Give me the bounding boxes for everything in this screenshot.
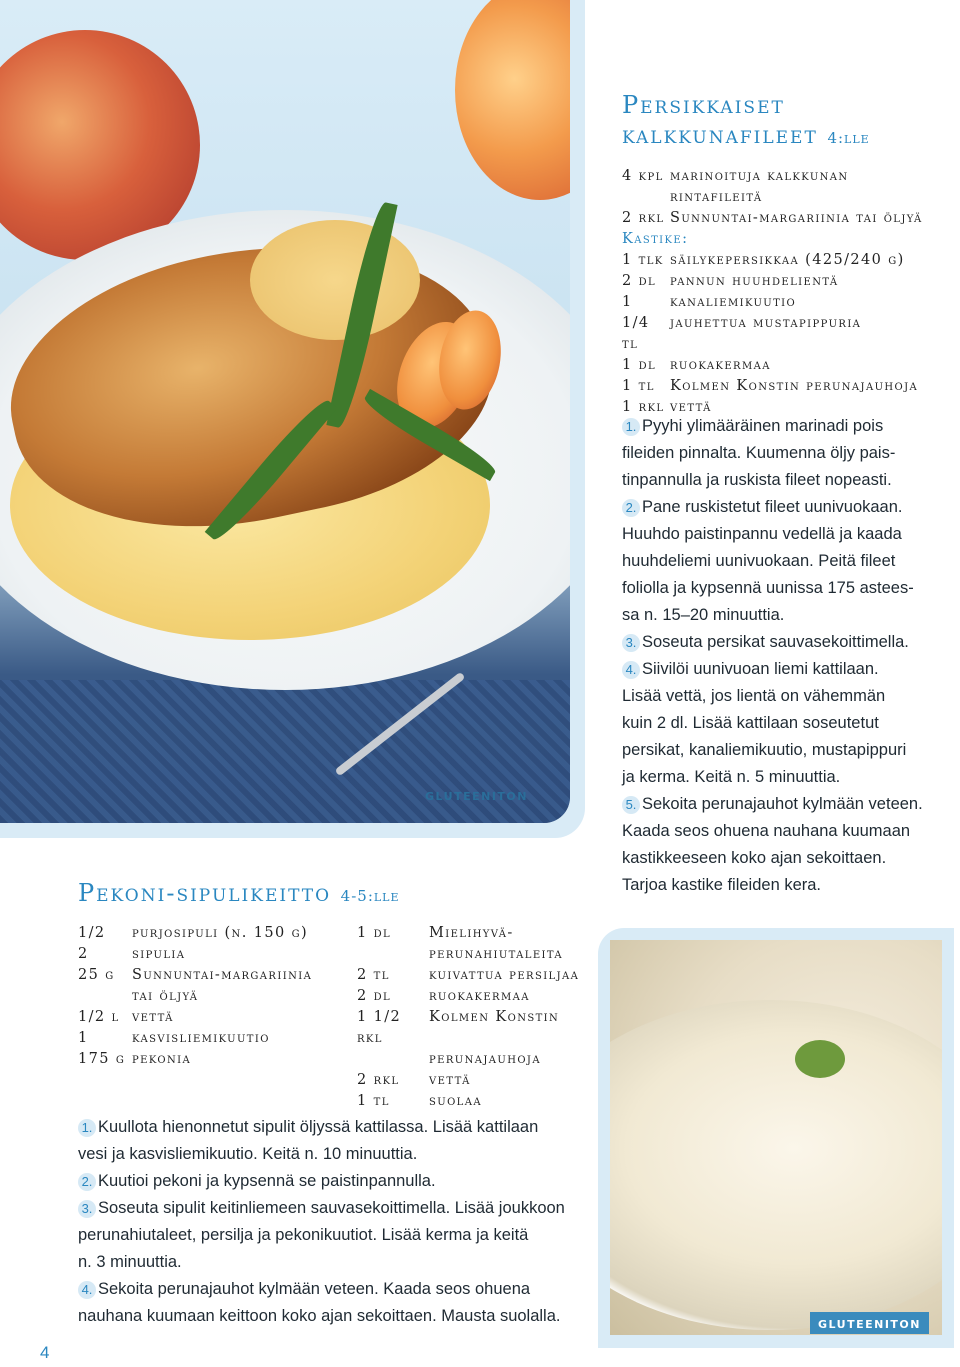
turkey-photo	[0, 0, 570, 823]
recipe-title	[622, 90, 952, 153]
ingredient-quantity: 175 g	[78, 1051, 126, 1067]
ingredient-quantity	[622, 187, 670, 208]
ingredient-quantity: 1/2	[78, 925, 106, 941]
ingredient-name: marinoituja kalkkunan	[670, 168, 849, 184]
instructions	[622, 413, 952, 899]
ingredient-quantity: 1	[622, 294, 633, 310]
step-text: kuin 2 dl. Lisää kattilaan soseutetut	[622, 714, 879, 732]
step-text: n. 3 minuuttia.	[78, 1253, 182, 1271]
step-number: 4.	[78, 1281, 96, 1299]
step-line	[78, 1303, 608, 1330]
ingredient-row	[78, 965, 348, 986]
step-text: kastikkeeseen koko ajan sekoittaen.	[622, 849, 887, 867]
step-text: nauhana kuumaan keittoon koko ajan sekoittaen. Mausta suolalla.	[78, 1307, 561, 1325]
step-number: 3.	[622, 634, 640, 652]
ingredient-row	[78, 986, 348, 1007]
ingredient-quantity: 25 g	[78, 967, 115, 983]
step-line	[622, 440, 952, 467]
ingredient-name: ruokakermaa	[429, 988, 530, 1004]
ingredient-row	[357, 944, 607, 965]
ingredient-quantity: 1 dl	[622, 357, 657, 373]
ingredient-name: pekonia	[132, 1051, 192, 1067]
step-text: Lisää vettä, jos lientä on vähemmän	[622, 687, 886, 705]
ingredient-name: pannun huuhdelientä	[670, 273, 839, 289]
ingredient-name: purjosipuli (n. 150 g)	[132, 925, 309, 941]
step-number: 2.	[78, 1173, 96, 1191]
step-line	[622, 845, 952, 872]
ingredient-name: kuivattua persiljaa	[429, 967, 580, 983]
step-text: Sekoita perunajauhot kylmään veteen.	[642, 795, 923, 813]
gluten-free-badge-2: gluteeniton	[810, 1312, 929, 1334]
servings: 4:lle	[827, 129, 870, 147]
step-text: Kuutioi pekoni ja kypsennä se paistinpannulla.	[98, 1172, 436, 1190]
ingredient-quantity: 2 dl	[622, 273, 657, 289]
ingredient-row	[78, 923, 348, 944]
ingredient-name: perunahiutaleita	[429, 946, 564, 962]
step-line	[622, 548, 952, 575]
ingredient-name: suolaa	[429, 1093, 482, 1109]
ingredient-name: vettä	[429, 1072, 471, 1088]
ingredient-row	[622, 229, 952, 250]
step-line	[622, 413, 952, 440]
ingredient-quantity	[357, 944, 429, 965]
recipe-title-2	[78, 878, 558, 911]
ingredient-name: kasvisliemikuutio	[132, 1030, 270, 1046]
step-line	[622, 494, 952, 521]
ingredient-row	[622, 355, 952, 376]
ingredient-quantity	[357, 1049, 429, 1070]
ingredient-name: Kolmen Konstin	[429, 1009, 560, 1025]
step-text: Pane ruskistetut fileet uunivuokaan.	[642, 498, 903, 516]
ingredient-quantity: 2 dl	[357, 988, 392, 1004]
ingredient-name: kanaliemikuutio	[670, 294, 797, 310]
ingredient-name: Kolmen Konstin perunajauhoja	[670, 378, 919, 394]
ingredient-row	[622, 292, 952, 313]
ingredient-name: sipulia	[132, 946, 186, 962]
ingredient-list-2a	[78, 923, 348, 1070]
step-text: Soseuta persikat sauvasekoittimella.	[642, 633, 909, 651]
ingredient-quantity: 2	[78, 946, 89, 962]
step-line	[622, 683, 952, 710]
step-line	[78, 1168, 608, 1195]
ingredient-name: Sunnuntai-margariinia	[132, 967, 313, 983]
step-text: Sekoita perunajauhot kylmään veteen. Kaada seos ohuena	[98, 1280, 531, 1298]
step-line	[622, 467, 952, 494]
ingredient-name: rintafileitä	[670, 189, 763, 205]
ingredient-name: säilykepersikkaa (425/240 g)	[670, 252, 905, 268]
ingredient-name: Kastike:	[622, 231, 689, 247]
ingredient-row	[357, 965, 607, 986]
step-text: fileiden pinnalta. Kuumenna öljy pais-	[622, 444, 896, 462]
step-line	[622, 818, 952, 845]
ingredient-row	[357, 1091, 607, 1112]
ingredient-row	[622, 313, 952, 355]
step-number: 2.	[622, 499, 640, 517]
ingredient-row	[622, 271, 952, 292]
step-text: sa n. 15–20 minuuttia.	[622, 606, 785, 624]
ingredient-quantity: 2 rkl	[622, 210, 665, 226]
step-line	[622, 764, 952, 791]
ingredient-quantity: 1	[78, 1030, 89, 1046]
step-line	[622, 710, 952, 737]
step-line	[622, 872, 952, 899]
ingredient-quantity: 4 kpl	[622, 168, 664, 184]
ingredient-name: tai öljyä	[132, 988, 199, 1004]
recipe-title-text: Pekoni-sipulikeitto	[78, 879, 332, 907]
ingredient-row	[622, 250, 952, 271]
ingredient-quantity: 2 tl	[357, 967, 390, 983]
step-number: 4.	[622, 661, 640, 679]
step-line	[78, 1222, 608, 1249]
ingredient-row	[78, 944, 348, 965]
ingredient-row	[357, 986, 607, 1007]
ingredient-row	[622, 208, 952, 229]
step-text: Siivilöi uunivuoan liemi kattilaan.	[642, 660, 879, 678]
ingredient-quantity: 1 tl	[357, 1093, 390, 1109]
step-line	[622, 791, 952, 818]
step-number: 1.	[622, 418, 640, 436]
ingredient-row	[357, 1070, 607, 1091]
step-text: Soseuta sipulit keitinliemeen sauvasekoittimella. Lisää joukkoon	[98, 1199, 565, 1217]
ingredient-row	[622, 376, 952, 397]
ingredient-quantity	[78, 986, 132, 1007]
step-text: Kaada seos ohuena nauhana kuumaan	[622, 822, 911, 840]
step-line	[622, 656, 952, 683]
ingredient-quantity: 1 rkl	[622, 399, 665, 415]
ingredient-quantity: 2 rkl	[357, 1072, 400, 1088]
step-text: Pyyhi ylimääräinen marinadi pois	[642, 417, 884, 435]
gluten-free-badge: gluteeniton	[425, 786, 528, 804]
step-line	[78, 1276, 608, 1303]
step-text: vesi ja kasvisliemikuutio. Keitä n. 10 minuuttia.	[78, 1145, 418, 1163]
instructions-2	[78, 1114, 608, 1330]
step-text: persikat, kanaliemikuutio, mustapippuri	[622, 741, 907, 759]
ingredient-row	[78, 1049, 348, 1070]
step-line	[78, 1114, 608, 1141]
step-line	[78, 1141, 608, 1168]
recipe-title-text: Persikkaiset kalkkunafileet	[622, 91, 818, 149]
ingredient-quantity: 1 tl	[622, 378, 655, 394]
ingredient-row	[357, 923, 607, 944]
step-text: tinpannulla ja ruskista fileet nopeasti.	[622, 471, 892, 489]
ingredient-name: perunajauhoja	[429, 1051, 541, 1067]
ingredient-row	[357, 1049, 607, 1070]
step-text: Tarjoa kastike fileiden kera.	[622, 876, 822, 894]
step-number: 1.	[78, 1119, 96, 1137]
ingredient-quantity: 1/4 tl	[622, 315, 650, 352]
ingredient-row	[622, 166, 952, 187]
ingredient-name: vettä	[132, 1009, 174, 1025]
step-line	[622, 575, 952, 602]
servings: 4-5:lle	[340, 887, 400, 905]
ingredient-name: jauhettua mustapippuria	[670, 315, 862, 331]
ingredient-quantity: 1 dl	[357, 925, 392, 941]
ingredient-list-2b	[357, 923, 607, 1112]
ingredient-name: Mielihyvä-	[429, 925, 514, 941]
soup-photo	[610, 940, 942, 1335]
ingredient-name: vettä	[670, 399, 712, 415]
step-line	[622, 521, 952, 548]
ingredient-row	[357, 1007, 607, 1049]
ingredient-quantity: 1 1/2 rkl	[357, 1009, 402, 1046]
ingredient-list	[622, 166, 952, 418]
ingredient-row	[622, 187, 952, 208]
ingredient-row	[78, 1028, 348, 1049]
step-line	[78, 1195, 608, 1222]
step-text: Huuhdo paistinpannu vedellä ja kaada	[622, 525, 902, 543]
ingredient-name: Sunnuntai-margariinia tai öljyä	[670, 210, 923, 226]
page-number: 4	[40, 1343, 50, 1362]
step-number: 3.	[78, 1200, 96, 1218]
step-text: huuhdeliemi uunivuokaan. Peitä fileet	[622, 552, 896, 570]
ingredient-name: ruokakermaa	[670, 357, 771, 373]
step-line	[78, 1249, 608, 1276]
ingredient-row	[78, 1007, 348, 1028]
ingredient-quantity: 1 tlk	[622, 252, 664, 268]
step-line	[622, 737, 952, 764]
step-line	[622, 629, 952, 656]
step-text: foliolla ja kypsennä uunissa 175 astees-	[622, 579, 914, 597]
step-text: Kuullota hienonnetut sipulit öljyssä kattilassa. Lisää kattilaan	[98, 1118, 539, 1136]
step-line	[622, 602, 952, 629]
ingredient-quantity: 1/2 l	[78, 1009, 120, 1025]
step-number: 5.	[622, 796, 640, 814]
step-text: ja kerma. Keitä n. 5 minuuttia.	[622, 768, 841, 786]
step-text: perunahiutaleet, persilja ja pekonikuutiot. Lisää kerma ja keitä	[78, 1226, 529, 1244]
